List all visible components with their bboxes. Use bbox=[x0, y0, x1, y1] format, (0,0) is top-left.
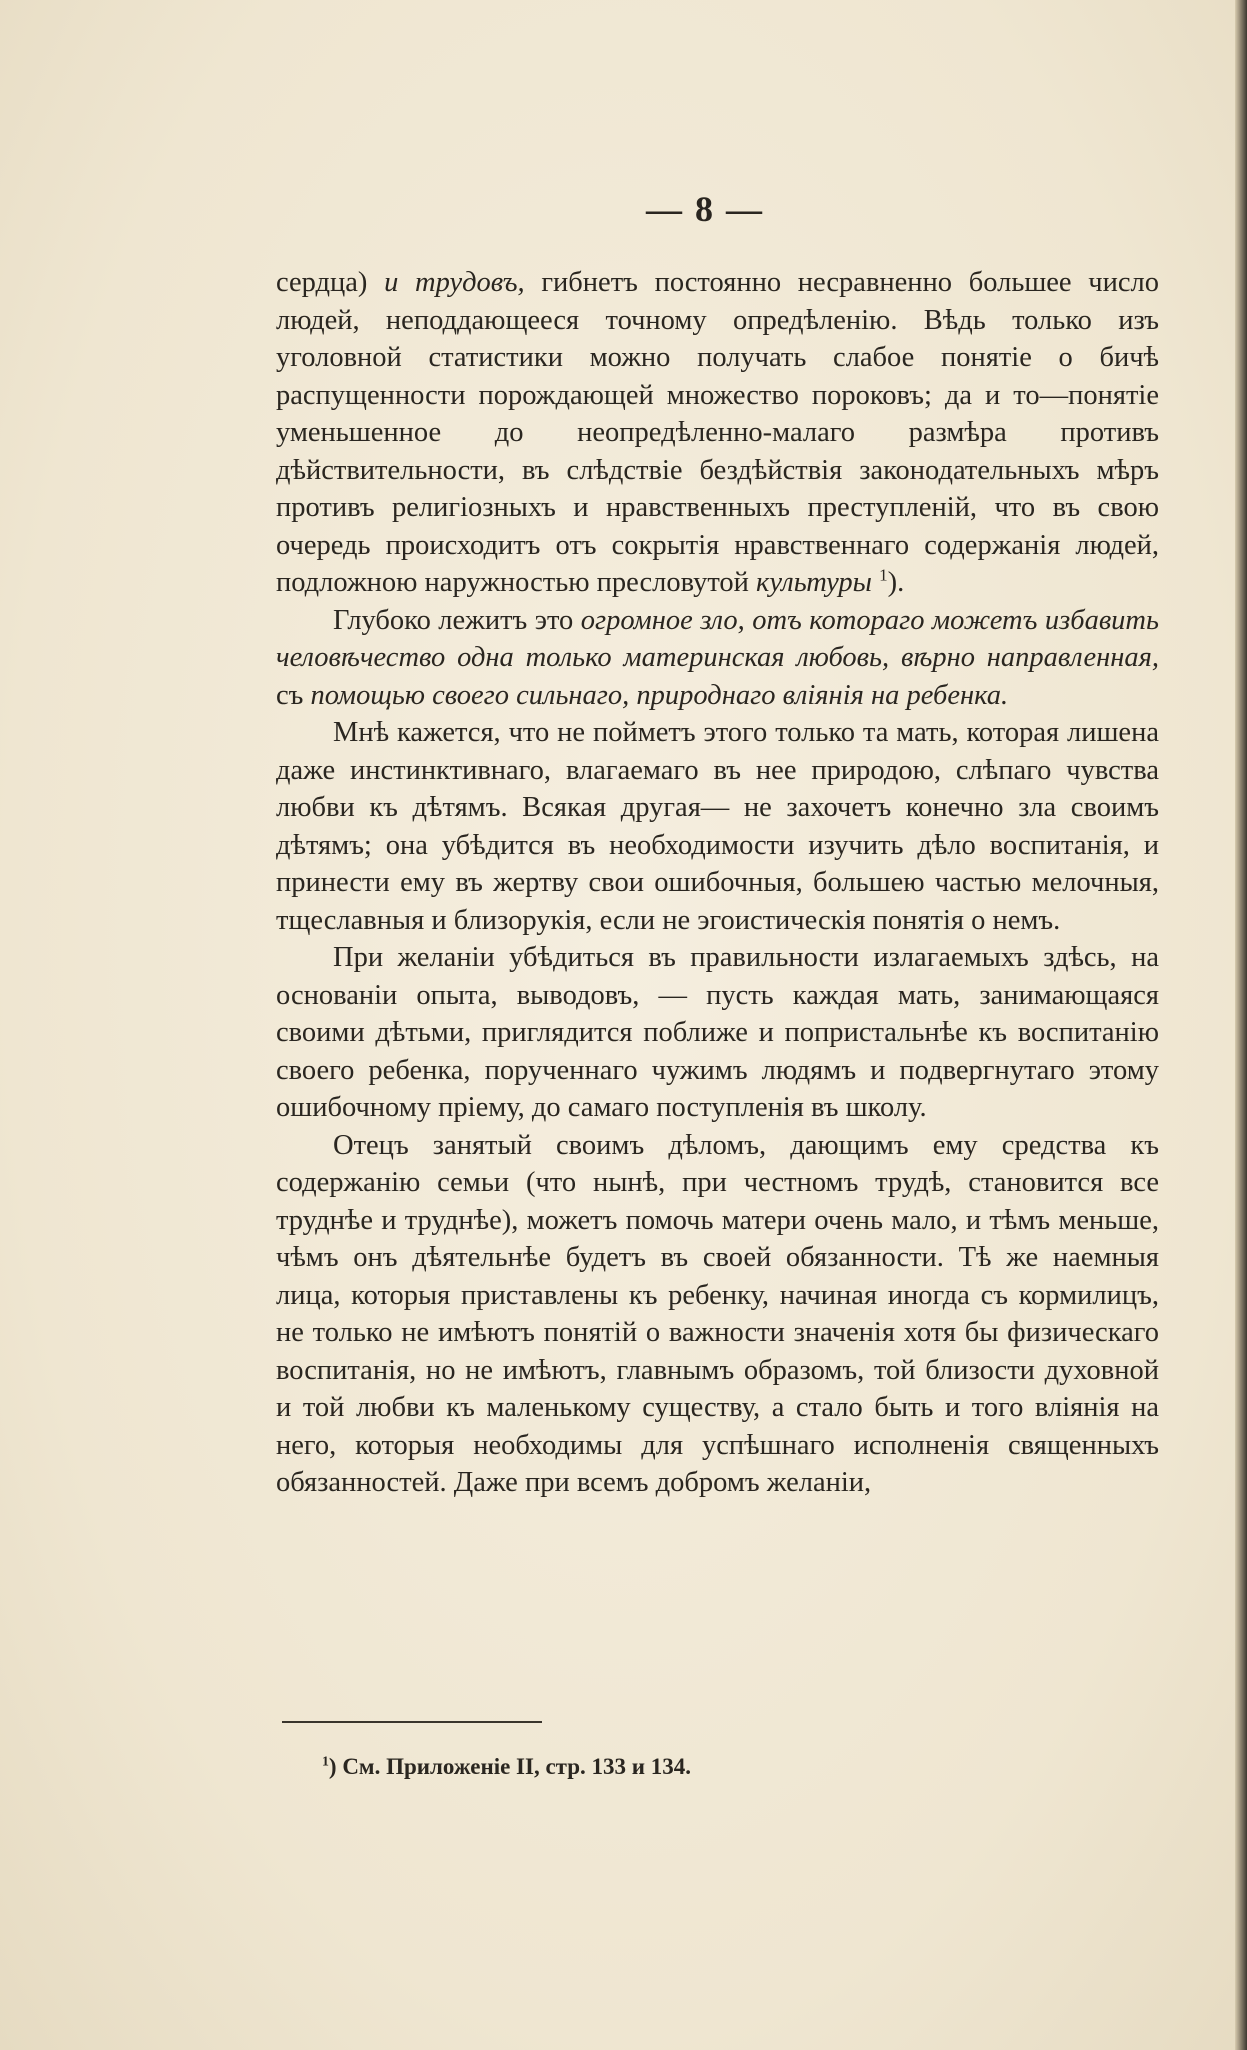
paragraph-2-italic-a: огромное зло, отъ котораго можетъ избавить человѣчество одна только материнская любовь, вѣрно направленная, bbox=[276, 604, 1159, 673]
paragraph-2-text-a: Глубоко лежитъ это bbox=[333, 604, 581, 636]
paragraph-1-text-b: гибнетъ постоянно несравненно большее число людей, неподдающееся точному опредѣленію. Вѣдь только изъ уголовной статистики можно получать слабое понятіе о бичѣ распущенности порождающей множество пороковъ; да и то—понятіе уменьшенное до неопредѣленно-малаго размѣра противъ дѣйствительности, въ слѣдствіе бездѣйствія законодательныхъ мѣръ противъ религіозныхъ и нравственныхъ преступленій, что въ свою очередь происходитъ отъ сокрытія нравственнаго содержанія людей, подложною наружностью пресловутой bbox=[276, 267, 1159, 598]
page-number: — 8 — bbox=[646, 189, 764, 229]
footnote bbox=[322, 1754, 691, 1780]
paragraph-3: Мнѣ кажется, что не пойметъ этого только та мать, которая лишена даже инстинктивнаго, влагаемаго въ нее природою, слѣпаго чувства любви къ дѣтямъ. Всякая другая— не захочетъ конечно зла своимъ дѣтямъ; она убѣдится въ необходимости изучить дѣло воспитанія, и принести ему въ жертву свои ошибочныя, большею частью мелочныя, тщеславныя и близорукія, если не эгоистическія понятія о немъ. bbox=[276, 717, 1159, 936]
paragraph-2-italic-b: помощью своего сильнаго, природнаго вліянія на ребенка. bbox=[310, 679, 1009, 711]
paragraph-1 bbox=[276, 264, 1159, 602]
footnote-divider bbox=[282, 1721, 542, 1723]
footnote-marker: 1 bbox=[322, 1753, 329, 1769]
paragraph-4: При желаніи убѣдиться въ правильности излагаемыхъ здѣсь, на основаніи опыта, выводовъ, — пусть каждая мать, занимающаяся своими дѣтьми, приглядится поближе и попристальнѣе къ воспитанію своего ребенка, порученнаго чужимъ людямъ и подвергнутаго этому ошибочному пріему, до самаго поступленія въ школу. bbox=[276, 942, 1159, 1123]
paragraph-5: Отецъ занятый своимъ дѣломъ, дающимъ ему средства къ содержанію семьи (что нынѣ, при честномъ трудѣ, становится все труднѣе и труднѣе), можетъ помочь матери очень мало, и тѣмъ меньше, чѣмъ онъ дѣятельнѣе будетъ въ своей обязанности. Тѣ же наемныя лица, которыя приставлены къ ребенку, начиная иногда съ кормилицъ, не только не имѣютъ понятій о важности значенія хотя бы физическаго воспитанія, но не имѣютъ, главнымъ образомъ, той близости духовной и той любви къ маленькому существу, а стало быть и того вліянія на него, которыя необходимы для успѣшнаго исполненія священныхъ обязанностей. Даже при всемъ добромъ желаніи, bbox=[276, 1129, 1159, 1498]
paragraph-1-text-c: ). bbox=[887, 567, 905, 598]
body-text bbox=[276, 264, 1159, 1502]
page-edge-shadow bbox=[1235, 0, 1247, 2050]
paragraph-1-italic-b: культуры bbox=[756, 567, 872, 598]
footnote-reference[interactable]: 1 bbox=[879, 565, 888, 585]
paragraph-1-text-a: сердца) bbox=[276, 267, 385, 298]
paragraph-2 bbox=[276, 602, 1159, 715]
paragraph-2-text-b: съ bbox=[276, 679, 311, 711]
paragraph-1-italic-a: и трудовъ, bbox=[384, 267, 525, 298]
footnote-text: ) См. Приложеніе II, стр. 133 и 134. bbox=[328, 1754, 692, 1779]
